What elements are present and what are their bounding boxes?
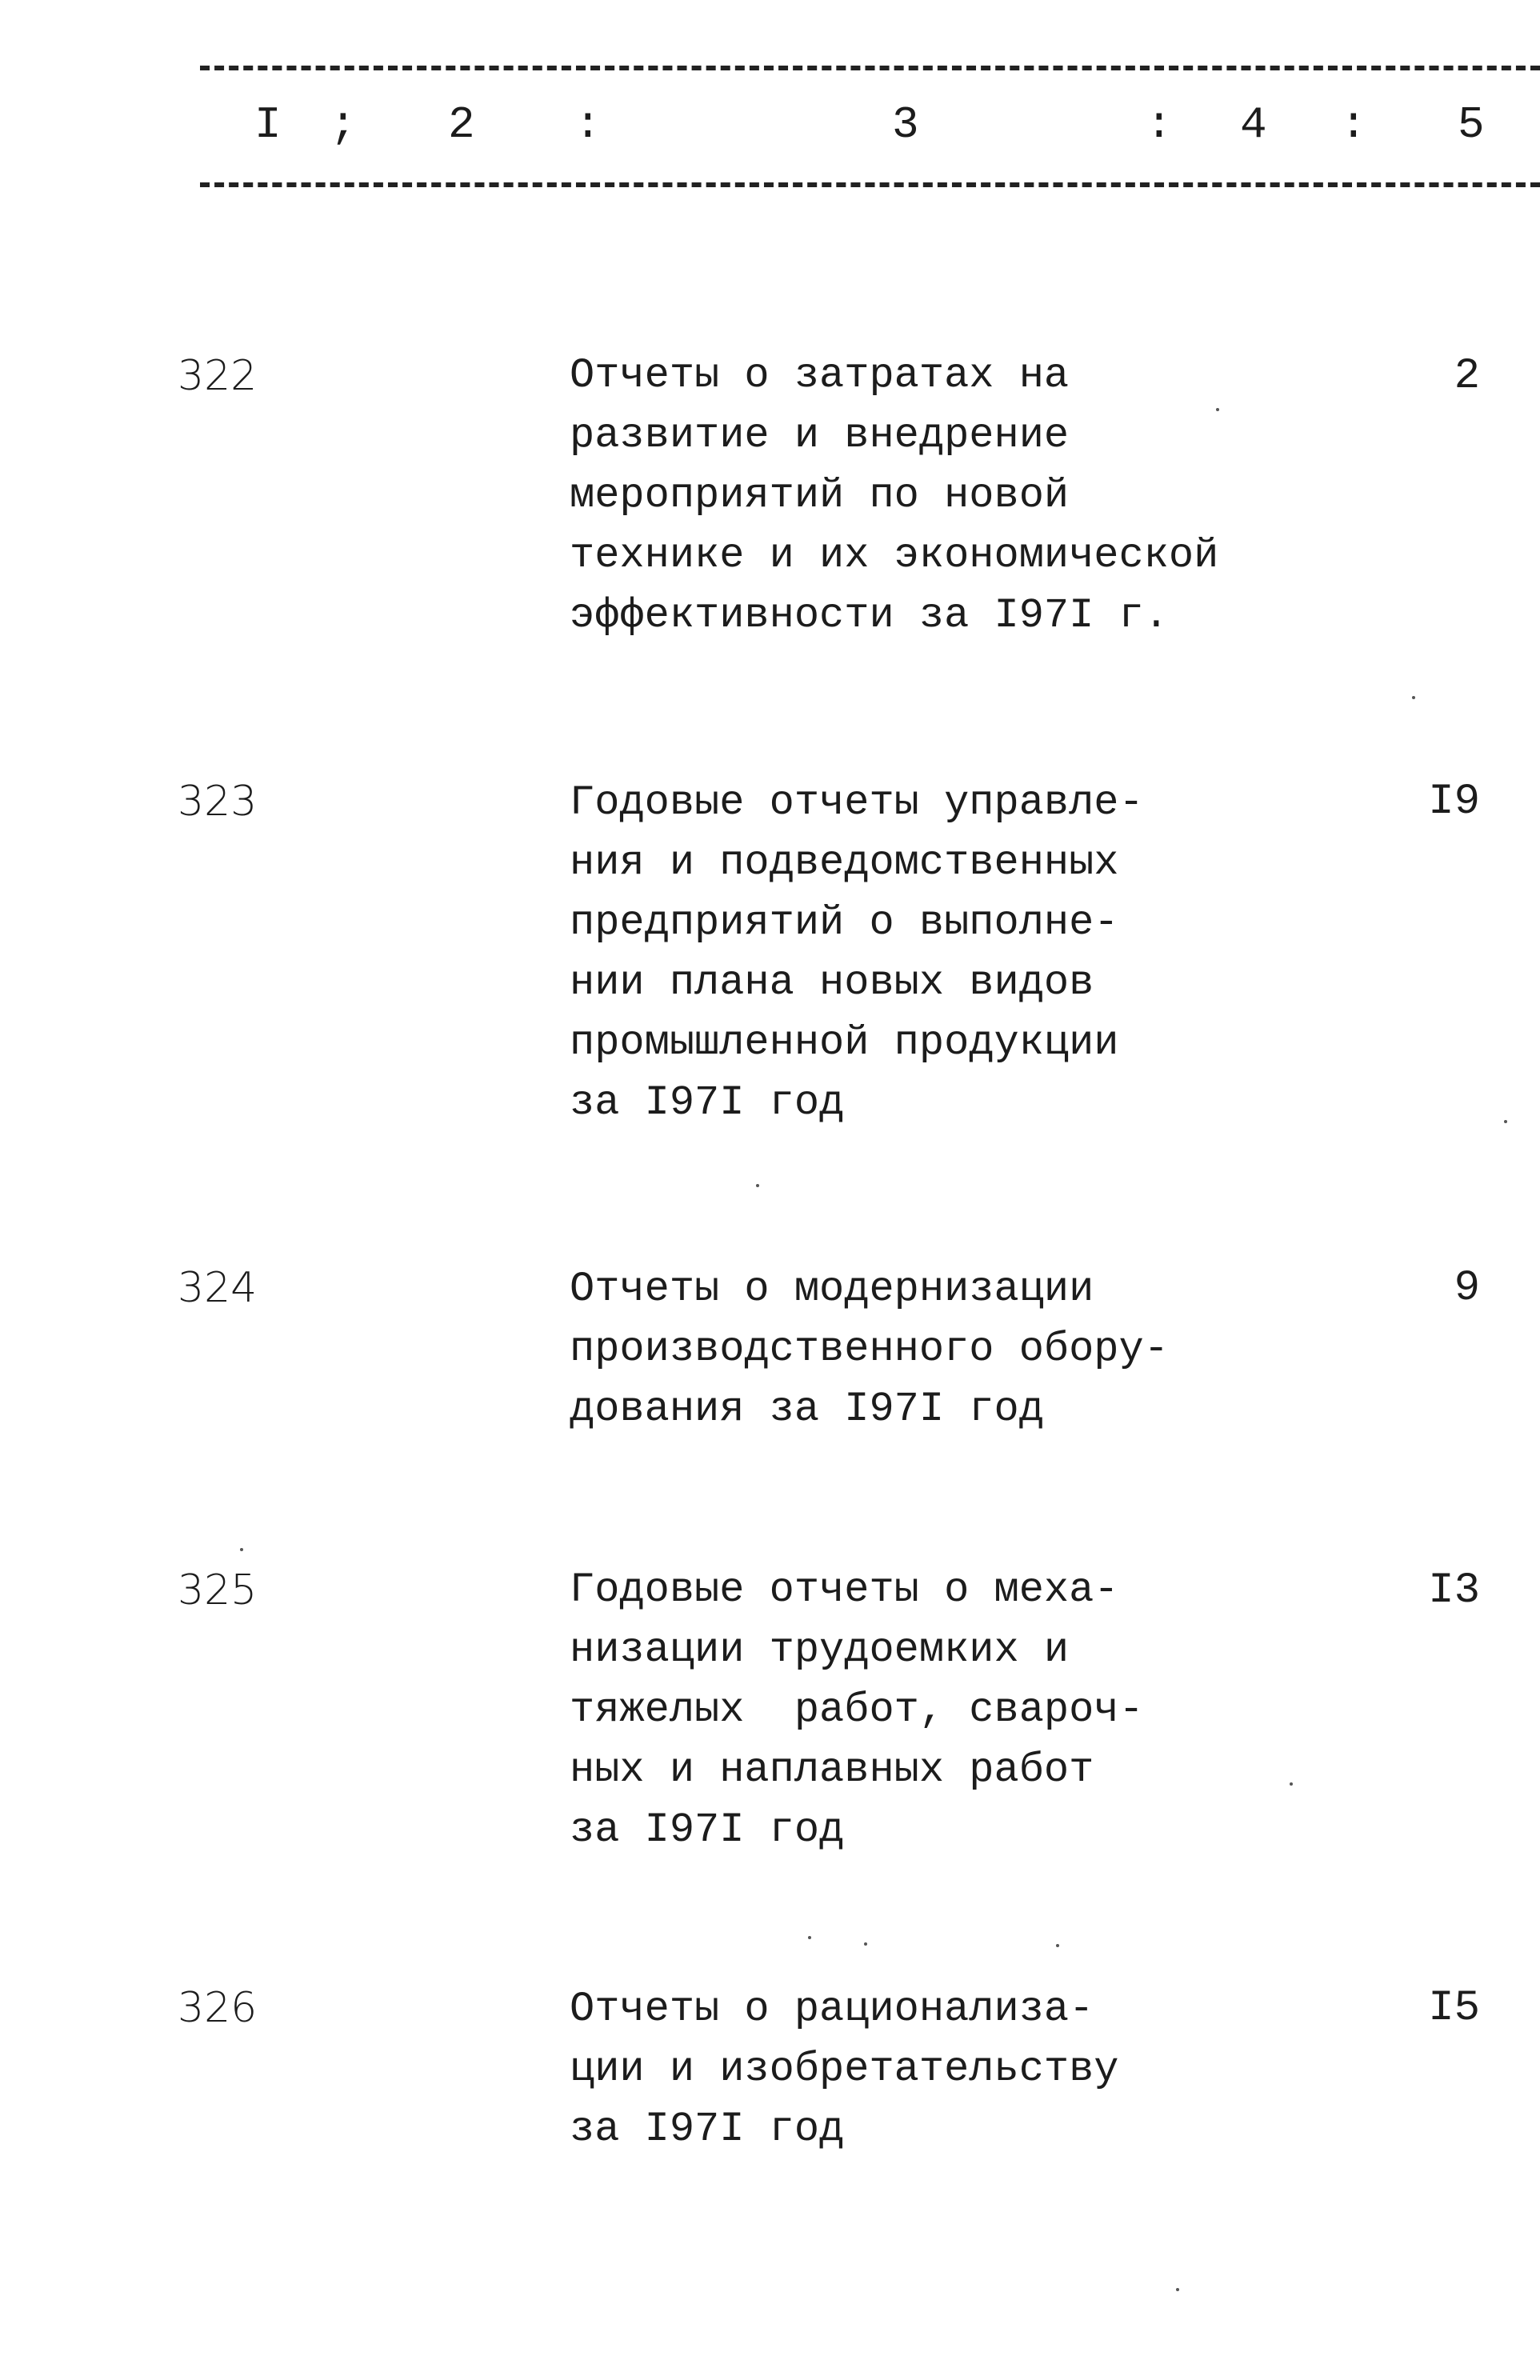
speck	[1290, 1782, 1293, 1786]
column-separator-4: :	[1340, 99, 1367, 150]
entry-description: Годовые отчеты управле- ния и подведомственных предприятий о выполне- нии плана новых видов промышленной продукции за I97I год	[570, 779, 1144, 1126]
entry-description: Отчеты о рационализа- ции и изобретательству за I97I год	[570, 1986, 1119, 2153]
speck	[1176, 2288, 1179, 2291]
column-header-4: 4	[1240, 99, 1267, 150]
entry-quantity: 9	[1454, 1264, 1480, 1313]
speck	[1412, 696, 1415, 699]
column-header-3: 3	[892, 99, 919, 150]
speck	[1056, 1944, 1059, 1947]
entry-number: 325	[178, 1566, 258, 1614]
speck	[864, 1942, 867, 1946]
speck	[756, 1184, 759, 1187]
entry-number: 324	[178, 1264, 258, 1312]
column-header-2: 2	[448, 99, 475, 150]
speck	[808, 1936, 811, 1939]
entry-number: 323	[178, 778, 258, 826]
entry-description: Годовые отчеты о меха- низации трудоемких и тяжелых работ, свароч- ных и наплавных работ за I97I год	[570, 1566, 1144, 1854]
column-separator-1: ;	[330, 99, 357, 150]
column-separator-3: :	[1146, 99, 1173, 150]
header-bottom-rule	[200, 182, 1540, 187]
entry-number: 322	[178, 352, 258, 400]
column-separator-2: :	[574, 99, 602, 150]
speck	[1216, 408, 1219, 411]
column-header-5: 5	[1458, 99, 1485, 150]
entry-description: Отчеты о модернизации производственного обору- дования за I97I год	[570, 1266, 1169, 1433]
entry-quantity: I5	[1428, 1984, 1480, 2033]
speck	[1504, 1120, 1507, 1123]
speck	[240, 1548, 243, 1551]
entry-description: Отчеты о затратах на развитие и внедрение мероприятий по новой технике и их экономической эффективности за I97I г.	[570, 352, 1219, 639]
entry-quantity: I3	[1428, 1566, 1480, 1615]
header-top-rule	[200, 66, 1540, 70]
entry-quantity: 2	[1454, 352, 1480, 401]
entry-quantity: I9	[1428, 778, 1480, 826]
column-header-1: I	[254, 99, 282, 150]
entry-number: 326	[178, 1984, 258, 2032]
